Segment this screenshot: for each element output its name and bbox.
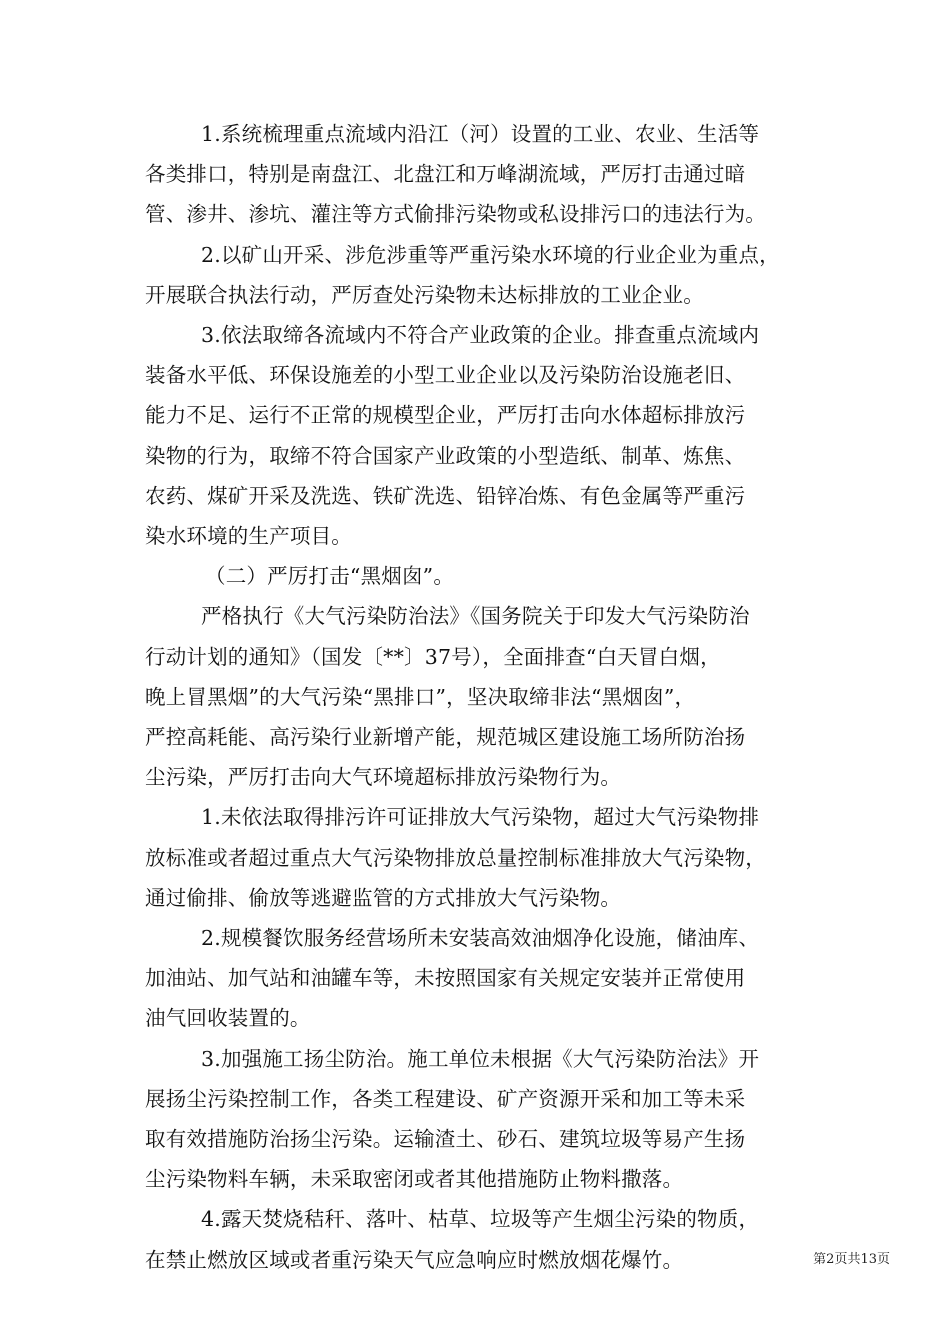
text-line: 严控高耗能、高污染行业新增产能，规范城区建设施工场所防治扬	[145, 725, 746, 750]
text-line: 在禁止燃放区域或者重污染天气应急响应时燃放烟花爆竹。	[145, 1247, 684, 1272]
page-number-footer: 第2页共13页	[813, 1252, 890, 1267]
paragraph-water-3	[145, 315, 815, 556]
text-line: 2.以矿山开采、涉危涉重等严重污染水环境的行业企业为重点，	[201, 242, 780, 267]
text-line: 装备水平低、环保设施差的小型工业企业以及污染防治设施老旧、	[145, 363, 746, 388]
text-line: 染物的行为，取缔不符合国家产业政策的小型造纸、制革、炼焦、	[145, 443, 746, 468]
text-line: 尘污染，严厉打击向大气环境超标排放污染物行为。	[145, 765, 622, 790]
text-line: 3.依法取缔各流域内不符合产业政策的企业。排查重点流域内	[201, 323, 760, 348]
text-line: 1.未依法取得排污许可证排放大气污染物，超过大气污染物排	[201, 805, 760, 830]
text-line: 通过偷排、偷放等逃避监管的方式排放大气污染物。	[145, 885, 622, 910]
section-heading-black-chimney	[145, 556, 815, 596]
paragraph-air-4	[145, 1199, 815, 1279]
paragraph-water-1	[145, 114, 815, 235]
text-line: 农药、煤矿开采及洗选、铁矿洗选、铅锌冶炼、有色金属等严重污	[145, 483, 746, 508]
text-line: 管、渗井、渗坑、灌注等方式偷排污染物或私设排污口的违法行为。	[145, 202, 766, 227]
text-line: 2.规模餐饮服务经营场所未安装高效油烟净化设施，储油库、	[201, 926, 760, 951]
section-heading: （二）严厉打击“黑烟囱”。	[205, 564, 455, 589]
text-line: 行动计划的通知》（国发〔**〕37号），全面排查“白天冒白烟，	[145, 644, 721, 669]
paragraph-air-1	[145, 797, 815, 918]
text-line: 取有效措施防治扬尘污染。运输渣土、砂石、建筑垃圾等易产生扬	[145, 1127, 746, 1152]
text-line: 严格执行《大气污染防治法》《国务院关于印发大气污染防治	[201, 604, 750, 629]
text-line: 加油站、加气站和油罐车等，未按照国家有关规定安装并正常使用	[145, 966, 746, 991]
text-line: 3.加强施工扬尘防治。施工单位未根据《大气污染防治法》开	[201, 1046, 760, 1071]
text-line: 4.露天焚烧秸秆、落叶、枯草、垃圾等产生烟尘污染的物质，	[201, 1207, 760, 1232]
text-line: 开展联合执法行动，严厉查处污染物未达标排放的工业企业。	[145, 282, 704, 307]
text-line: 放标准或者超过重点大气污染物排放总量控制标准排放大气污染物，	[145, 845, 766, 870]
text-line: 晚上冒黑烟”的大气污染“黑排口”，坚决取缔非法“黑烟囱”，	[145, 684, 696, 709]
paragraph-air-intro	[145, 596, 815, 797]
paragraph-water-2	[145, 235, 815, 315]
text-line: 尘污染物料车辆，未采取密闭或者其他措施防止物料撒落。	[145, 1167, 684, 1192]
text-line: 展扬尘污染控制工作，各类工程建设、矿产资源开采和加工等未采	[145, 1086, 746, 1111]
text-line: 油气回收装置的。	[145, 1006, 311, 1031]
paragraph-air-2	[145, 918, 815, 1039]
paragraph-air-3	[145, 1039, 815, 1200]
document-body	[145, 114, 815, 1280]
text-line: 各类排口，特别是南盘江、北盘江和万峰湖流域，严厉打击通过暗	[145, 162, 746, 187]
text-line: 1.系统梳理重点流域内沿江（河）设置的工业、农业、生活等	[201, 122, 760, 146]
text-line: 染水环境的生产项目。	[145, 524, 352, 549]
text-line: 能力不足、运行不正常的规模型企业，严厉打击向水体超标排放污	[145, 403, 746, 428]
